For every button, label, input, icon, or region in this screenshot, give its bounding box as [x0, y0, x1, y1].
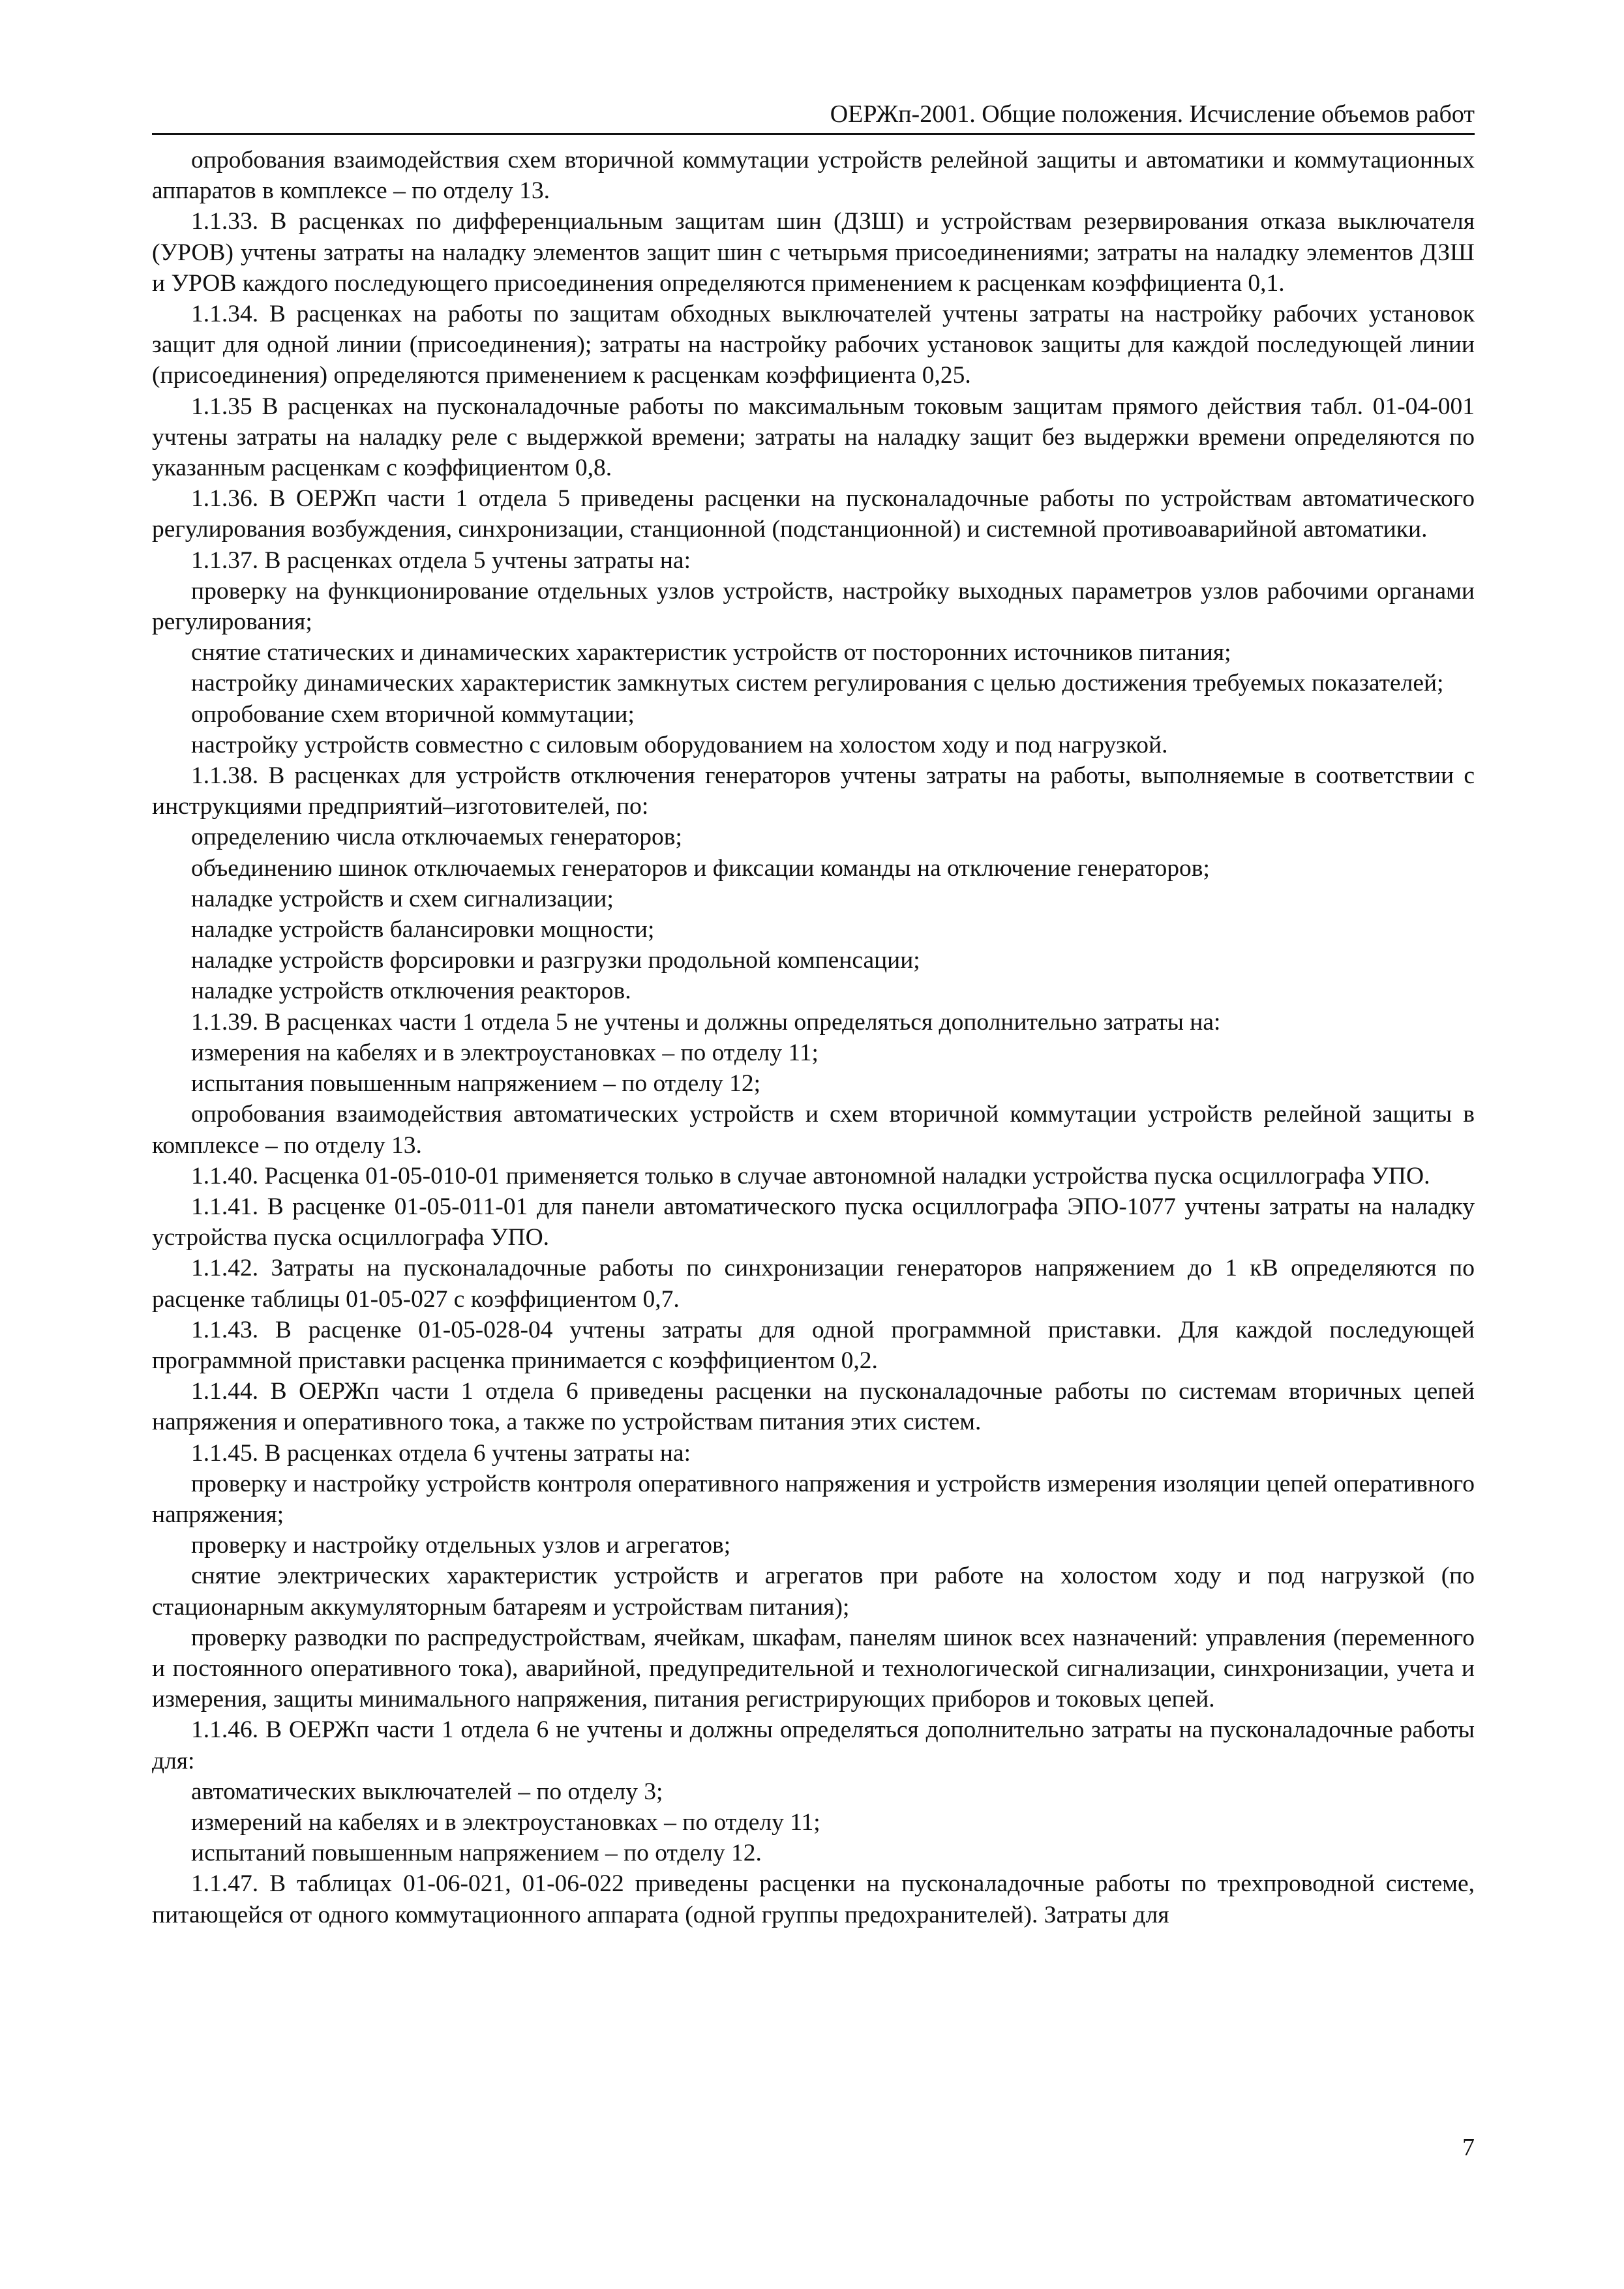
paragraph: наладке устройств балансировки мощности; — [191, 916, 655, 944]
paragraph: 1.1.41. В расценке 01-05-011-01 для панели автоматического пуска осциллографа ЭПО-1077 учтены затраты на наладку устройства пуска осциллографа УПО. — [152, 1193, 1475, 1251]
paragraph: 1.1.47. В таблицах 01-06-021, 01-06-022 приведены расценки на пусконаладочные работы по трехпроводной системе, питающейся от одного коммутационного аппарата (одной группы предохранителей). Затраты для — [152, 1870, 1475, 1928]
paragraph: 1.1.44. В ОЕРЖп части 1 отдела 6 приведены расценки на пусконаладочные работы по системам вторичных цепей напряжения и оперативного тока, а также по устройствам питания этих систем. — [152, 1378, 1475, 1436]
paragraph: проверку и настройку устройств контроля оперативного напряжения и устройств измерения изоляции цепей оперативного напряжения; — [152, 1470, 1475, 1528]
paragraph: 1.1.39. В расценках части 1 отдела 5 не учтены и должны определяться дополнительно затраты на: — [191, 1008, 1221, 1036]
paragraph: 1.1.42. Затраты на пусконаладочные работы по синхронизации генераторов напряжением до 1 кВ определяются по расценке таблицы 01-05-027 с коэффициентом 0,7. — [152, 1255, 1475, 1313]
paragraph: проверку разводки по распредустройствам, ячейкам, шкафам, панелям шинок всех назначений: управления (переменного и постоянного оперативного тока), аварийной, предупредительной и технологической сигнализации, синхронизации, учета и измерения, защиты минимального напряжения, питания регистрирующих приборов и токовых цепей. — [152, 1624, 1475, 1713]
paragraph: наладке устройств отключения реакторов. — [191, 978, 631, 1005]
paragraph: опробование схем вторичной коммутации; — [191, 700, 635, 728]
paragraph: 1.1.43. В расценке 01-05-028-04 учтены затраты для одной программной приставки. Для каждой последующей программной приставки расценка принимается с коэффициентом 0,2. — [152, 1316, 1475, 1374]
paragraph: измерения на кабелях и в электроустановках – по отделу 11; — [191, 1039, 819, 1066]
paragraph: снятие электрических характеристик устройств и агрегатов при работе на холостом ходу и под нагрузкой (по стационарным аккумуляторным батареям и устройствам питания); — [152, 1563, 1475, 1621]
paragraph: автоматических выключателей – по отделу 3; — [191, 1778, 663, 1805]
paragraph: 1.1.38. В расценках для устройств отключения генераторов учтены затраты на работы, выполняемые в соответствии с инструкциями предприятий–изготовителей, по: — [152, 762, 1475, 820]
paragraph: 1.1.33. В расценках по дифференциальным защитам шин (ДЗШ) и устройствам резервирования отказа выключателя (УРОВ) учтены затраты на наладку элементов защит шин с четырьмя присоединениями; затраты на наладку элементов ДЗШ и УРОВ каждого последующего присоединения определяются применением к расценкам коэффициента 0,1. — [152, 208, 1475, 297]
running-header — [152, 97, 1475, 135]
paragraph: 1.1.35 В расценках на пусконаладочные работы по максимальным токовым защитам прямого действия табл. 01-04-001 учтены затраты на наладку реле с выдержкой времени; затраты на наладку защит без выдержки времени определяются по указанным расценкам с коэффициентом 0,8. — [152, 393, 1475, 482]
paragraph: снятие статических и динамических характеристик устройств от посторонних источников питания; — [191, 639, 1231, 666]
paragraph: наладке устройств форсировки и разгрузки продольной компенсации; — [191, 947, 920, 974]
paragraph: опробования взаимодействия схем вторичной коммутации устройств релейной защиты и автоматики и коммутационных аппаратов в комплексе – по отделу 13. — [152, 147, 1475, 205]
paragraph: опробования взаимодействия автоматических устройств и схем вторичной коммутации устройств релейной защиты в комплексе – по отделу 13. — [152, 1101, 1475, 1159]
paragraph: объединению шинок отключаемых генераторов и фиксации команды на отключение генераторов; — [191, 854, 1210, 882]
paragraph: испытания повышенным напряжением – по отделу 12; — [191, 1070, 761, 1098]
paragraph: наладке устройств и схем сигнализации; — [191, 885, 614, 912]
paragraph: проверку на функционирование отдельных узлов устройств, настройку выходных параметров узлов рабочими органами регулирования; — [152, 577, 1475, 636]
paragraph: 1.1.37. В расценках отдела 5 учтены затраты на: — [191, 546, 691, 574]
paragraph: измерений на кабелях и в электроустановках – по отделу 11; — [191, 1808, 820, 1836]
paragraph: 1.1.34. В расценках на работы по защитам обходных выключателей учтены затраты на настройку рабочих установок защит для одной линии (присоединения); затраты на настройку рабочих установок защиты для каждой последующей линии (присоединения) определяются применением к расценкам коэффициента 0,25. — [152, 301, 1475, 389]
paragraph: настройку динамических характеристик замкнутых систем регулирования с целью достижения требуемых показателей; — [191, 670, 1444, 697]
paragraph: 1.1.45. В расценках отдела 6 учтены затраты на: — [191, 1439, 691, 1467]
paragraph: 1.1.36. В ОЕРЖп части 1 отдела 5 приведены расценки на пусконаладочные работы по устройствам автоматического регулирования возбуждения, синхронизации, станционной (подстанционной) и системной противоаварийной автоматики. — [152, 485, 1475, 543]
header-title: ОЕРЖп-2001. Общие положения. Исчисление объемов работ — [830, 100, 1475, 128]
page-number: 7 — [1462, 2134, 1475, 2161]
body-text — [152, 145, 1475, 1930]
paragraph: испытаний повышенным напряжением – по отделу 12. — [191, 1840, 762, 1867]
paragraph: настройку устройств совместно с силовым оборудованием на холостом ходу и под нагрузкой. — [191, 731, 1168, 758]
paragraph: 1.1.46. В ОЕРЖп части 1 отдела 6 не учтены и должны определяться дополнительно затраты на пусконаладочные работы для: — [152, 1716, 1475, 1774]
paragraph: проверку и настройку отдельных узлов и агрегатов; — [191, 1532, 731, 1559]
paragraph: 1.1.40. Расценка 01-05-010-01 применяется только в случае автономной наладки устройства пуска осциллографа УПО. — [191, 1162, 1430, 1189]
paragraph: определению числа отключаемых генераторов; — [191, 824, 682, 851]
